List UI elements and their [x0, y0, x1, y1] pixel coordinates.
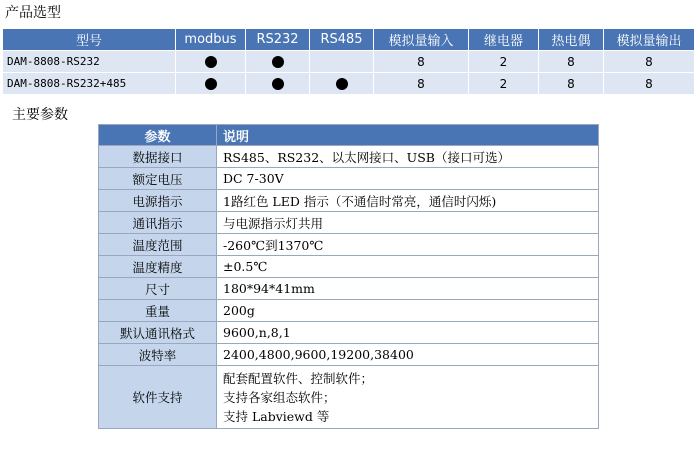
param-value: -260℃到1370℃: [217, 234, 599, 256]
modbus-cell: [176, 73, 246, 95]
param-name: 数据接口: [99, 146, 217, 168]
param-name: 波特率: [99, 344, 217, 366]
model-cell: DAM-8808-RS232+485: [3, 73, 176, 95]
table-row: [99, 190, 599, 212]
col-header-rs232: RS232: [246, 29, 310, 51]
analog-output-cell: 8: [604, 73, 695, 95]
table-row: [99, 278, 599, 300]
thermocouple-cell: 8: [539, 51, 604, 73]
param-name: 通讯指示: [99, 212, 217, 234]
param-name: 额定电压: [99, 168, 217, 190]
table-row: [3, 51, 695, 73]
param-name: 软件支持: [99, 366, 217, 429]
param-name: 温度范围: [99, 234, 217, 256]
rs232-cell: [246, 73, 310, 95]
param-value: 与电源指示灯共用: [217, 212, 599, 234]
param-value: DC 7-30V: [217, 168, 599, 190]
col-header-thermocouple: 热电偶: [539, 29, 604, 51]
col-header-rs485: RS485: [310, 29, 374, 51]
table-row: [3, 73, 695, 95]
product-selection-title: 产品选型: [5, 5, 61, 21]
modbus-cell: [176, 51, 246, 73]
supported-dot-icon: [272, 78, 284, 90]
main-params-title: 主要参数: [12, 107, 68, 123]
param-header: 参数: [99, 125, 217, 146]
param-value: 9600,n,8,1: [217, 322, 599, 344]
table-row: [99, 344, 599, 366]
model-cell: DAM-8808-RS232: [3, 51, 176, 73]
param-value: 2400,4800,9600,19200,38400: [217, 344, 599, 366]
table-header-row: [99, 125, 599, 146]
param-name: 重量: [99, 300, 217, 322]
supported-dot-icon: [205, 56, 217, 68]
param-value: [217, 366, 599, 429]
supported-dot-icon: [205, 78, 217, 90]
supported-dot-icon: [336, 78, 348, 90]
param-name: 温度精度: [99, 256, 217, 278]
software-support-line: 支持各家组态软件；: [223, 389, 336, 405]
table-row: [99, 322, 599, 344]
rs232-cell: [246, 51, 310, 73]
param-name: 默认通讯格式: [99, 322, 217, 344]
analog-input-cell: 8: [374, 73, 469, 95]
col-header-analog-input: 模拟量输入: [374, 29, 469, 51]
description-header: 说明: [217, 125, 599, 146]
col-header-analog-output: 模拟量输出: [604, 29, 695, 51]
analog-input-cell: 8: [374, 51, 469, 73]
software-support-line: 支持 Labviewd 等: [223, 408, 330, 424]
param-value: 1路红色 LED 指示（不通信时常亮，通信时闪烁): [217, 190, 599, 212]
software-support-line: 配套配置软件、控制软件；: [223, 370, 374, 386]
param-value: 180*94*41mm: [217, 278, 599, 300]
param-value: ±0.5℃: [217, 256, 599, 278]
rs485-cell: [310, 51, 374, 73]
param-value: 200g: [217, 300, 599, 322]
table-row: [99, 256, 599, 278]
table-row: [99, 146, 599, 168]
relay-cell: 2: [469, 73, 539, 95]
col-header-relay: 继电器: [469, 29, 539, 51]
col-header-model: 型号: [3, 29, 176, 51]
product-selection-table: [2, 28, 695, 95]
table-row: [99, 366, 599, 429]
thermocouple-cell: 8: [539, 73, 604, 95]
param-value: RS485、RS232、以太网接口、USB（接口可选）: [217, 146, 599, 168]
table-row: [99, 234, 599, 256]
table-row: [99, 300, 599, 322]
relay-cell: 2: [469, 51, 539, 73]
main-params-table: [98, 124, 599, 429]
param-name: 电源指示: [99, 190, 217, 212]
supported-dot-icon: [272, 56, 284, 68]
analog-output-cell: 8: [604, 51, 695, 73]
table-row: [99, 212, 599, 234]
table-row: [99, 168, 599, 190]
col-header-modbus: modbus: [176, 29, 246, 51]
table-header-row: [3, 29, 695, 51]
rs485-cell: [310, 73, 374, 95]
param-name: 尺寸: [99, 278, 217, 300]
